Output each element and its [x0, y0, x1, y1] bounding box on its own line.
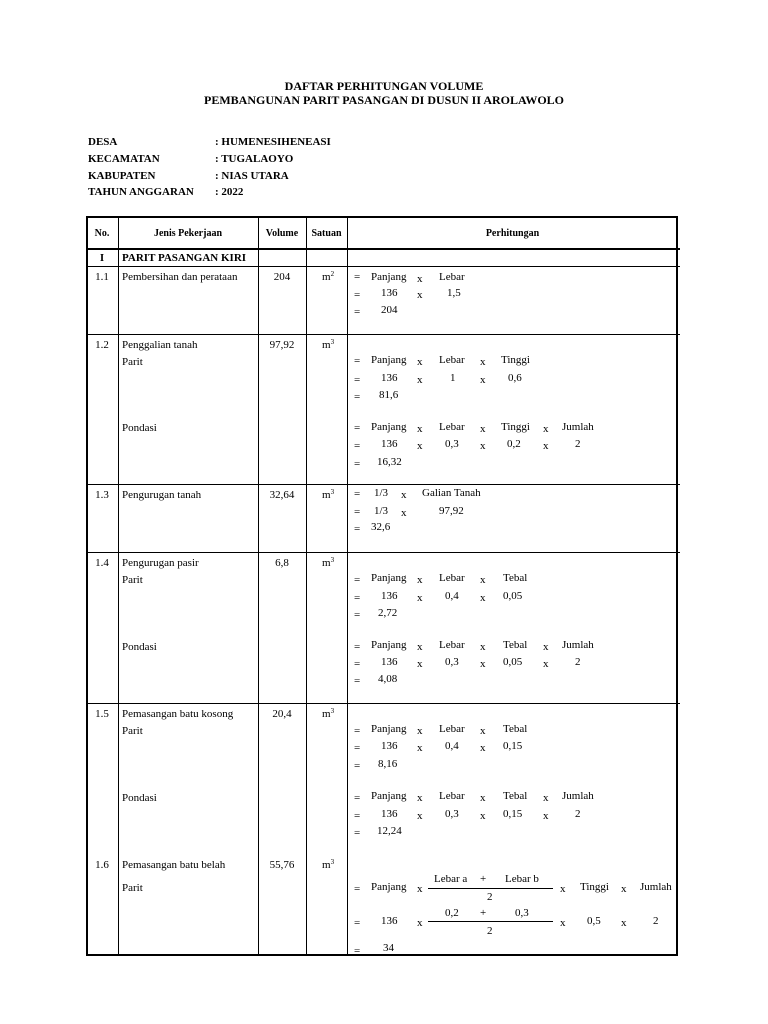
calc-term: 81,6 [379, 389, 399, 401]
calc-term: x [417, 592, 423, 604]
section-title: PARIT PASANGAN KIRI [122, 252, 247, 264]
calc-term: 34 [383, 942, 394, 954]
item-name: Pembersihan dan perataan [122, 271, 238, 283]
calc-term: x [480, 440, 486, 452]
calc-term: x [480, 374, 486, 386]
calc-term: x [480, 742, 486, 754]
calc-term: Panjang [371, 790, 407, 802]
calc-term: 0,3 [445, 808, 459, 820]
item-unit [322, 709, 334, 720]
calc-term: x [560, 917, 566, 929]
calc-term: 136 [381, 915, 398, 927]
calc-term: Jumlah [562, 639, 594, 651]
calc-term: 2 [487, 891, 493, 903]
calc-term: Panjang [371, 572, 407, 584]
item-unit [322, 340, 334, 351]
calc-term: = [354, 391, 361, 403]
info-value-desa: : HUMENESIHENEASI [215, 136, 331, 148]
calc-term: 204 [381, 304, 398, 316]
col-divider [347, 216, 348, 956]
calc-term: 136 [381, 656, 398, 668]
calc-term: 12,24 [377, 825, 402, 837]
calc-term: + [480, 873, 487, 885]
unit-part: m [322, 557, 331, 569]
info-label-kabupaten: KABUPATEN [88, 170, 156, 182]
calc-term: x [417, 440, 423, 452]
calc-term: x [417, 883, 423, 895]
col-divider [118, 216, 119, 956]
calc-term: = [354, 609, 361, 621]
calc-term: 1/3 [374, 487, 389, 499]
col-divider [258, 216, 259, 956]
unit-part: m [322, 339, 331, 351]
calc-term: Panjang [371, 271, 407, 283]
calc-term: x [480, 641, 486, 653]
calc-term: = [354, 523, 361, 535]
calc-term: = [354, 945, 361, 957]
calc-term: = [354, 792, 361, 804]
item-number: 1.3 [95, 489, 109, 501]
calc-term: 1,5 [447, 287, 461, 299]
calc-term: x [417, 725, 423, 737]
calc-term: = [354, 592, 361, 604]
calc-term: Lebar b [505, 873, 539, 885]
row-divider [86, 552, 680, 553]
calc-term: = [354, 827, 361, 839]
header-divider [86, 248, 680, 250]
calc-term: x [401, 489, 407, 501]
document-subtitle: PEMBANGUNAN PARIT PASANGAN DI DUSUN II AROLAWOLO [203, 93, 565, 107]
calc-term: x [480, 792, 486, 804]
calc-term: Tinggi [501, 421, 530, 433]
calc-term: 0,05 [503, 656, 523, 668]
calc-term: x [480, 356, 486, 368]
info-value-kabupaten: : NIAS UTARA [215, 170, 289, 182]
calc-term: x [543, 440, 549, 452]
item-name: Pengurugan tanah [122, 489, 202, 501]
calc-term: = [354, 458, 361, 470]
calc-term: 2 [653, 915, 659, 927]
calc-term: Jumlah [562, 790, 594, 802]
calc-term: x [480, 725, 486, 737]
calc-term: = [354, 422, 361, 434]
calc-term: 136 [381, 372, 398, 384]
unit-part: 2 [330, 270, 335, 278]
calc-term: x [417, 792, 423, 804]
calc-term: 0,2 [445, 907, 459, 919]
calc-term: = [354, 506, 361, 518]
calc-term: 2 [575, 438, 581, 450]
header-perhitungan: Perhitungan [485, 228, 540, 239]
unit-part: m [322, 271, 331, 283]
calc-term: x [417, 574, 423, 586]
item-subname: Pondasi [122, 792, 157, 804]
header-jenis-pekerjaan: Jenis Pekerjaan [153, 228, 223, 239]
item-volume: 55,76 [269, 859, 295, 871]
col-divider [306, 216, 307, 956]
calc-term: = [354, 355, 361, 367]
calc-term: = [354, 658, 361, 670]
calc-term: Panjang [371, 881, 407, 893]
unit-part: 3 [330, 858, 335, 866]
calc-term: = [354, 760, 361, 772]
calc-term: 0,4 [445, 590, 459, 602]
calc-term: 8,16 [378, 758, 398, 770]
calc-term: Lebar [439, 639, 465, 651]
item-volume: 204 [273, 271, 291, 283]
header-satuan: Satuan [311, 228, 342, 239]
calc-term: 136 [381, 438, 398, 450]
unit-part: m [322, 859, 331, 871]
calc-term: 0,3 [515, 907, 529, 919]
calc-term: 0,6 [508, 372, 522, 384]
item-subname: Parit [122, 356, 143, 368]
calc-term: x [543, 423, 549, 435]
calc-term: x [417, 273, 423, 285]
calc-term: x [417, 356, 423, 368]
calc-term: = [354, 306, 361, 318]
info-label-tahun: TAHUN ANGGARAN [88, 186, 194, 198]
calc-term: x [417, 374, 423, 386]
calc-term: = [354, 374, 361, 386]
item-name: Penggalian tanah [122, 339, 198, 351]
calc-term: Lebar [439, 271, 465, 283]
calc-term: 0,5 [587, 915, 601, 927]
item-subname: Parit [122, 574, 143, 586]
info-label-desa: DESA [88, 136, 118, 148]
calc-term: Tinggi [580, 881, 609, 893]
calc-term: Panjang [371, 354, 407, 366]
unit-part: 3 [330, 556, 335, 564]
calc-term: Panjang [371, 723, 407, 735]
item-name: Pengurugan pasir [122, 557, 199, 569]
calc-term: = [354, 742, 361, 754]
calc-term: Panjang [371, 421, 407, 433]
info-value-kecamatan: : TUGALAOYO [215, 153, 294, 165]
calc-term: 136 [381, 590, 398, 602]
item-number: 1.1 [95, 271, 109, 283]
item-unit [322, 272, 334, 283]
info-value-tahun: : 2022 [215, 186, 244, 198]
calc-term: = [354, 289, 361, 301]
calc-term: = [354, 810, 361, 822]
calc-term: x [417, 423, 423, 435]
calc-term: x [417, 917, 423, 929]
item-number: 1.5 [95, 708, 109, 720]
calc-term: 4,08 [378, 673, 398, 685]
calc-term: x [543, 641, 549, 653]
item-name: Pemasangan batu belah [122, 859, 226, 871]
header-no: No. [94, 228, 110, 239]
calc-term: x [543, 658, 549, 670]
calc-term: Tebal [503, 572, 528, 584]
calc-term: Jumlah [640, 881, 672, 893]
calc-term: 1/3 [374, 505, 389, 517]
calc-term: Lebar [439, 421, 465, 433]
calc-term: x [543, 792, 549, 804]
unit-part: m [322, 708, 331, 720]
section-number: I [99, 252, 105, 264]
item-subname: Pondasi [122, 422, 157, 434]
calc-term: Lebar [439, 572, 465, 584]
calc-term: Jumlah [562, 421, 594, 433]
calc-term: 0,3 [445, 438, 459, 450]
calc-term: x [401, 507, 407, 519]
document-title: DAFTAR PERHITUNGAN VOLUME [284, 79, 484, 93]
calc-term: = [354, 725, 361, 737]
item-volume: 97,92 [269, 339, 295, 351]
item-number: 1.4 [95, 557, 109, 569]
calc-term: x [560, 883, 566, 895]
calc-term: 2 [487, 925, 493, 937]
calc-term: x [480, 658, 486, 670]
row-divider [86, 484, 680, 485]
calc-term: 2 [575, 808, 581, 820]
calc-term: x [480, 574, 486, 586]
row-divider [86, 266, 680, 267]
calc-term: 0,15 [503, 808, 523, 820]
item-subname: Parit [122, 882, 143, 894]
calc-term: 0,15 [503, 740, 523, 752]
calc-term: 0,3 [445, 656, 459, 668]
calc-term: 97,92 [439, 505, 464, 517]
calc-term: Lebar a [434, 873, 468, 885]
item-number: 1.6 [95, 859, 109, 871]
item-unit [322, 490, 334, 501]
calc-term: 16,32 [377, 456, 402, 468]
calc-term: 2,72 [378, 607, 398, 619]
calc-term: Tinggi [501, 354, 530, 366]
calc-term: = [354, 883, 361, 895]
unit-part: 3 [330, 707, 335, 715]
calc-term: = [354, 675, 361, 687]
calc-term: = [354, 574, 361, 586]
calc-term: Tebal [503, 790, 528, 802]
calc-term: x [621, 917, 627, 929]
item-volume: 20,4 [272, 708, 292, 720]
calc-term: Panjang [371, 639, 407, 651]
calc-term: 2 [575, 656, 581, 668]
fraction-bar [428, 888, 553, 889]
calc-term: = [354, 488, 361, 500]
volume-table [86, 216, 678, 956]
item-number: 1.2 [95, 339, 109, 351]
calc-term: 136 [381, 740, 398, 752]
calc-term: x [417, 658, 423, 670]
calc-term: x [480, 423, 486, 435]
calc-term: x [480, 592, 486, 604]
header-volume: Volume [265, 228, 299, 239]
calc-term: 32,6 [371, 521, 391, 533]
calc-term: = [354, 917, 361, 929]
unit-part: 3 [330, 338, 335, 346]
row-divider [86, 334, 680, 335]
calc-term: 136 [381, 808, 398, 820]
unit-part: 3 [330, 488, 335, 496]
row-divider [86, 703, 680, 704]
calc-term: 0,4 [445, 740, 459, 752]
calc-term: x [417, 810, 423, 822]
calc-term: 0,05 [503, 590, 523, 602]
calc-term: x [543, 810, 549, 822]
calc-term: = [354, 271, 361, 283]
unit-part: m [322, 489, 331, 501]
fraction-bar [428, 921, 553, 922]
calc-term: x [417, 641, 423, 653]
calc-term: = [354, 641, 361, 653]
calc-term: = [354, 440, 361, 452]
item-subname: Pondasi [122, 641, 157, 653]
item-unit [322, 558, 334, 569]
calc-term: 136 [381, 287, 398, 299]
calc-term: x [621, 883, 627, 895]
item-name: Pemasangan batu kosong [122, 708, 234, 720]
calc-term: x [417, 289, 423, 301]
calc-term: Lebar [439, 790, 465, 802]
calc-term: Galian Tanah [422, 487, 481, 499]
item-subname: Parit [122, 725, 143, 737]
item-volume: 32,64 [269, 489, 295, 501]
item-unit [322, 860, 334, 871]
item-volume: 6,8 [275, 557, 289, 569]
calc-term: x [417, 742, 423, 754]
calc-term: Lebar [439, 354, 465, 366]
info-label-kecamatan: KECAMATAN [88, 153, 160, 165]
calc-term: Lebar [439, 723, 465, 735]
calc-term: 0,2 [507, 438, 521, 450]
calc-term: Tebal [503, 639, 528, 651]
calc-term: + [480, 907, 487, 919]
calc-term: x [480, 810, 486, 822]
calc-term: Tebal [503, 723, 528, 735]
calc-term: 1 [450, 372, 456, 384]
